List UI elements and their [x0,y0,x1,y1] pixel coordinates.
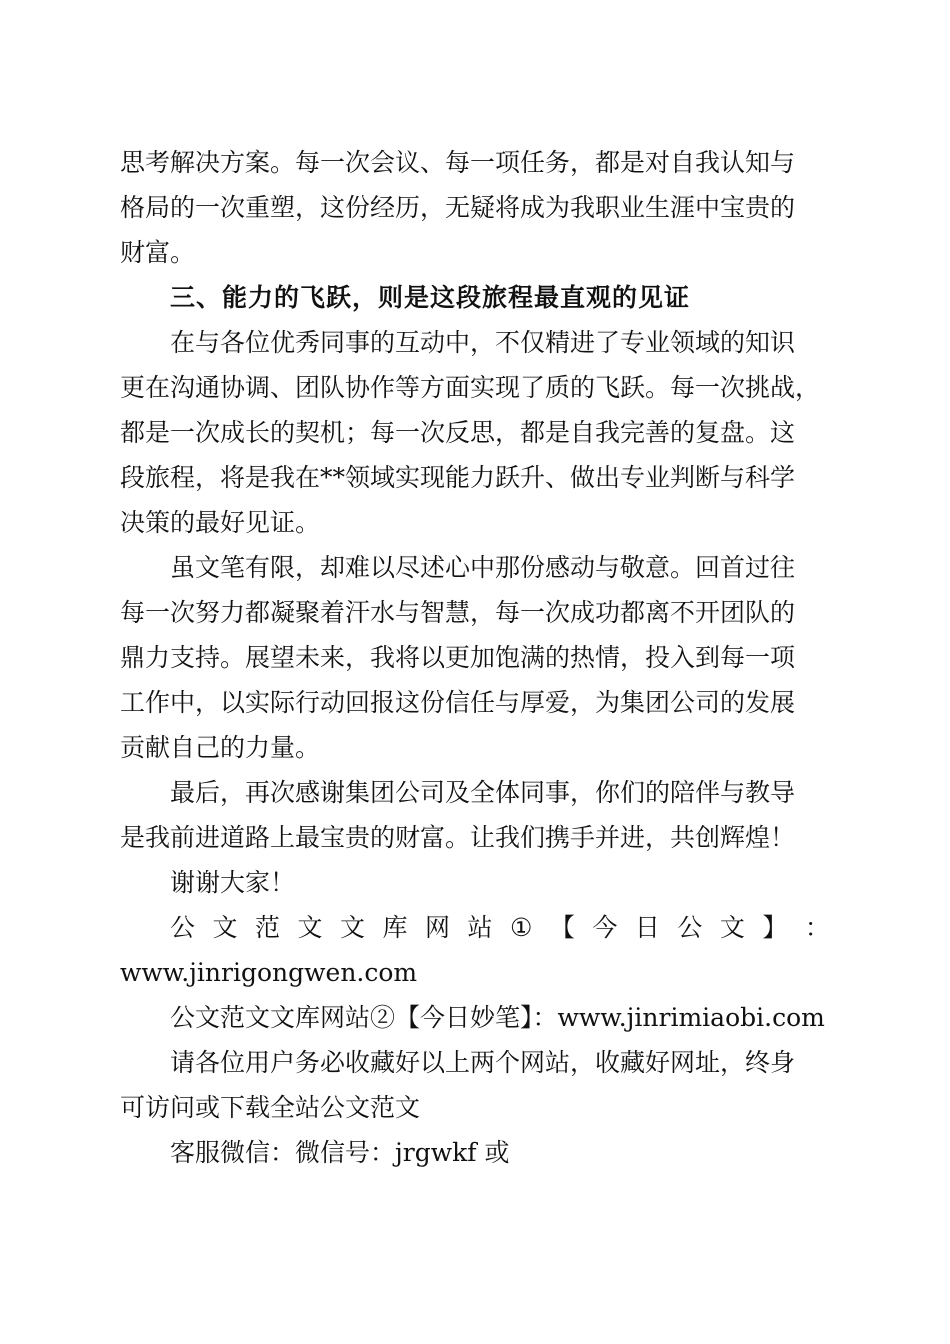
service-line: 客服微信：微信号：jrgwkf 或 [170,1138,510,1167]
site1-char: 公 [677,913,703,942]
paragraph-line: 在与各位优秀同事的互动中，不仅精进了专业领域的知识 [170,328,796,357]
site1-label-line [120,905,830,950]
site1-char: 【 [549,913,575,942]
paragraph-line: 虽文笔有限，却难以尽述心中那份感动与敬意。回首过往 [170,553,796,582]
paragraph-line: 财富。 [120,238,196,267]
paragraph-line: 格局的一次重塑，这份经历，无疑将成为我职业生涯中宝贵的 [120,193,796,222]
site1-char: 库 [382,913,408,942]
thanks-line: 谢谢大家！ [170,868,296,897]
site1-url: www.jinrigongwen.com [120,958,418,987]
site1-char: ① [510,913,533,942]
site1-char: 文 [212,913,238,942]
site1-char: 日 [634,913,660,942]
paragraph-line: 工作中，以实际行动回报这份信任与厚爱，为集团公司的发展 [120,688,796,717]
site1-char: 范 [255,913,281,942]
paragraph-line: 段旅程，将是我在**领域实现能力跃升、做出专业判断与科学 [120,463,796,492]
site1-char: 文 [297,913,323,942]
site1-char: 站 [467,913,493,942]
reminder-line: 可访问或下载全站公文范文 [120,1093,421,1122]
site1-char: 网 [425,913,451,942]
site1-char: 公 [170,913,196,942]
paragraph-line: 思考解决方案。每一次会议、每一项任务，都是对自我认知与 [120,148,796,177]
paragraph-line: 鼎力支持。展望未来，我将以更加饱满的热情，投入到每一项 [120,643,796,672]
site1-char: ： [804,913,830,942]
site1-char: 文 [340,913,366,942]
site1-char: 今 [592,913,618,942]
site1-char: 】 [762,913,788,942]
section-heading: 三、能力的飞跃，则是这段旅程最直观的见证 [170,283,691,312]
site2-line: 公文范文文库网站②【今日妙笔】：www.jinrimiaobi.com [170,1003,825,1032]
document-page [120,140,830,1175]
site1-char: 文 [719,913,745,942]
paragraph-line: 最后，再次感谢集团公司及全体同事，你们的陪伴与教导 [170,778,796,807]
paragraph-line: 都是一次成长的契机；每一次反思，都是自我完善的复盘。这 [120,418,796,447]
paragraph-line: 每一次努力都凝聚着汗水与智慧，每一次成功都离不开团队的 [120,598,796,627]
paragraph-line: 决策的最好见证。 [120,508,321,537]
reminder-line: 请各位用户务必收藏好以上两个网站，收藏好网址，终身 [170,1048,796,1077]
paragraph-line: 更在沟通协调、团队协作等方面实现了质的飞跃。每一次挑战， [120,373,821,402]
paragraph-line: 贡献自己的力量。 [120,733,321,762]
paragraph-line: 是我前进道路上最宝贵的财富。让我们携手并进，共创辉煌！ [120,823,796,852]
